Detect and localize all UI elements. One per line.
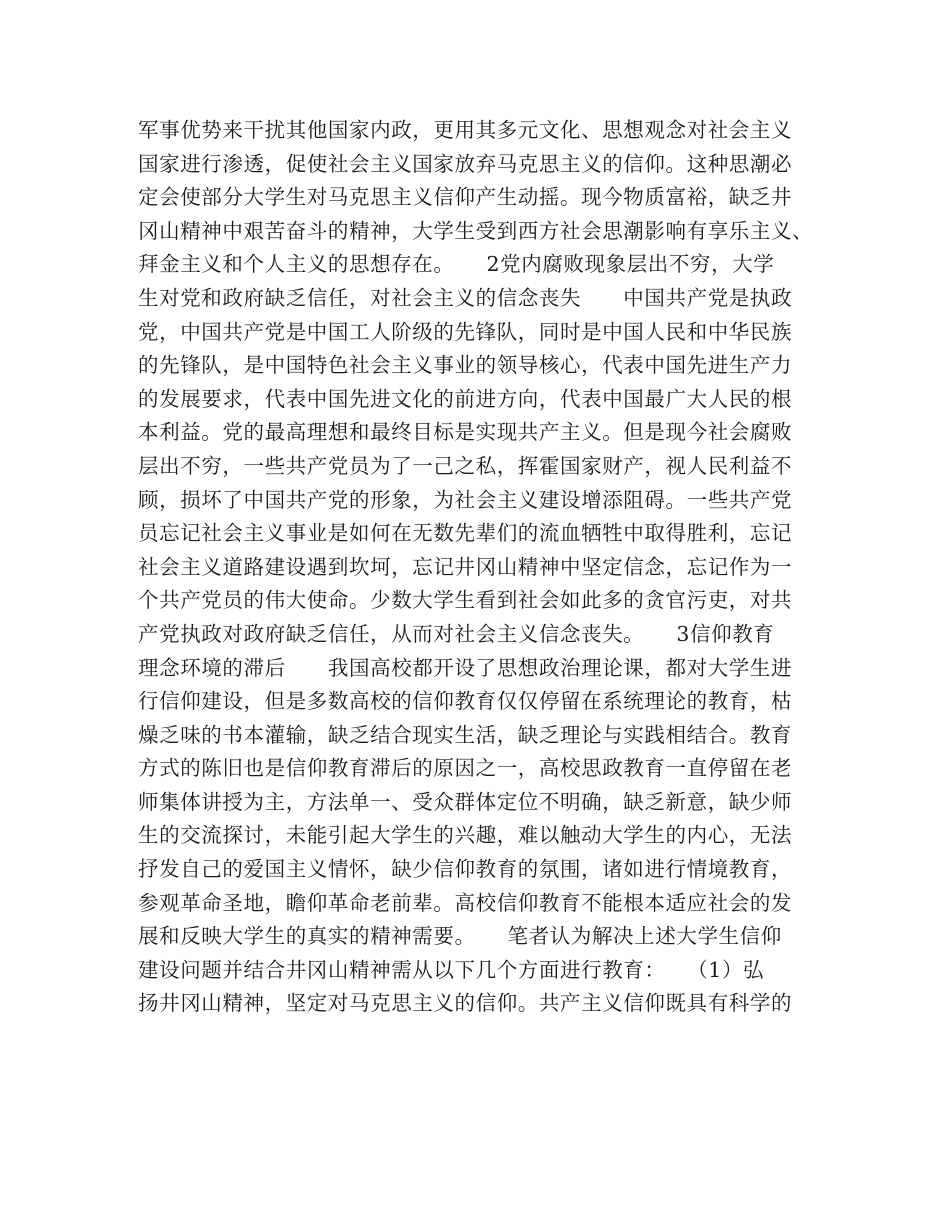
text-line: 方式的陈旧也是信仰教育滞后的原因之一，高校思政教育一直停留在老 [138,756,793,781]
text-line: 社会主义道路建设遇到坎坷，忘记井冈山精神中坚定信念，忘记作为一 [138,554,793,579]
text-line: 的先锋队，是中国特色社会主义事业的领导核心，代表中国先进生产力 [138,353,793,378]
text-line: 抒发自己的爱国主义情怀，缺少信仰教育的氛围，诸如进行情境教育， [138,857,793,882]
text-line: 师集体讲授为主，方法单一、受众群体定位不明确，缺乏新意，缺少师 [138,789,793,814]
body-text [138,114,828,1021]
text-line: 定会使部分大学生对马克思主义信仰产生动摇。现今物质富裕，缺乏井 [138,185,793,210]
text-line: 展和反映大学生的真实的精神需要。 笔者认为解决上述大学生信仰 [138,924,782,949]
text-line: 顾，损坏了中国共产党的形象，为社会主义建设增添阻碍。一些共产党 [138,487,793,512]
text-line: 参观革命圣地，瞻仰革命老前辈。高校信仰教育不能根本适应社会的发 [138,890,793,915]
text-line: 产党执政对政府缺乏信任，从而对社会主义信念丧失。 3信仰教育 [138,621,775,646]
text-line: 扬井冈山精神，坚定对马克思主义的信仰。共产主义信仰既具有科学的 [138,991,793,1016]
text-line: 生对党和政府缺乏信任，对社会主义的信念丧失 中国共产党是执政 [138,285,793,310]
text-line: 理念环境的滞后 我国高校都开设了思想政治理论课，都对大学生进 [138,655,793,680]
text-line: 行信仰建设，但是多数高校的信仰教育仅仅停留在系统理论的教育，枯 [138,689,793,714]
text-line: 层出不穷，一些共产党员为了一己之私，挥霍国家财产，视人民利益不 [138,453,793,478]
text-line: 个共产党员的伟大使命。少数大学生看到社会如此多的贪官污吏，对共 [138,588,793,613]
text-line: 的发展要求，代表中国先进文化的前进方向，代表中国最广大人民的根 [138,386,793,411]
text-line: 军事优势来干扰其他国家内政，更用其多元文化、思想观念对社会主义 [138,118,793,142]
text-line: 党，中国共产党是中国工人阶级的先锋队，同时是中国人民和中华民族 [138,319,793,344]
text-line: 建设问题并结合井冈山精神需从以下几个方面进行教育： （1）弘 [138,957,765,982]
text-line: 生的交流探讨，未能引起大学生的兴趣，难以触动大学生的内心，无法 [138,823,793,848]
text-line: 本利益。党的最高理想和最终目标是实现共产主义。但是现今社会腐败 [138,420,793,445]
text-line: 冈山精神中艰苦奋斗的精神，大学生受到西方社会思潮影响有享乐主义、 [138,218,814,243]
text-line: 拜金主义和个人主义的思想存在。 2党内腐败现象层出不穷，大学 [138,252,775,277]
text-line: 员忘记社会主义事业是如何在无数先辈们的流血牺牲中取得胜利，忘记 [138,521,793,546]
text-line: 燥乏味的书本灌输，缺乏结合现实生活，缺乏理论与实践相结合。教育 [138,722,793,747]
text-line: 国家进行渗透，促使社会主义国家放弃马克思主义的信仰。这种思潮必 [138,151,793,176]
